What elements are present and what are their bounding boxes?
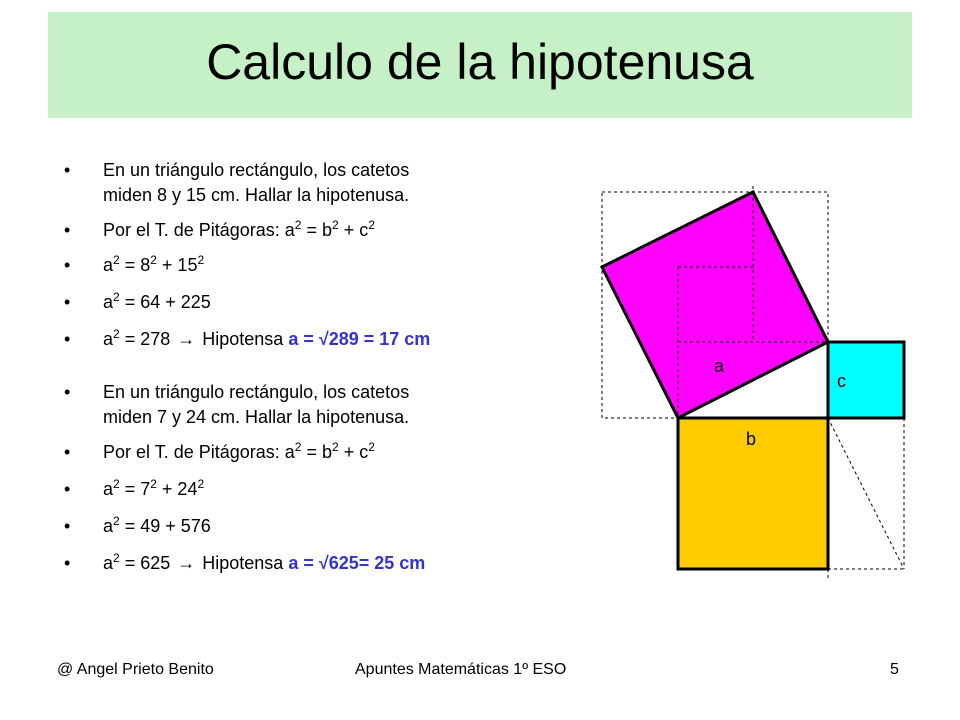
list-item-step-1a: • $a^2 = 8^2 + 15^2$ xyxy=(64,253,564,278)
list-item-step-2c: • $a^2 = 625$ → Hipotensa a = √625= 25 cm xyxy=(64,551,564,576)
list-item-theorem-2: • Por el T. de Pitágoras: $a^2 = b^2 + c^2$ xyxy=(64,440,564,465)
answer-2: a = √625= 25 cm xyxy=(288,553,426,573)
list-item-statement-2: • En un triángulo rectángulo, los catetos miden 7 y 24 cm. Hallar la hipotenusa. xyxy=(64,380,564,430)
label-a: a xyxy=(714,356,725,376)
title-band xyxy=(48,12,912,118)
list-item-step-1b: • $a^2 = 64 + 225$ xyxy=(64,290,564,315)
list-item-step-1c: • $a^2 = 278$ → Hipotensa a = √289 = 17 cm xyxy=(64,327,564,352)
arrow-icon: → xyxy=(177,329,196,349)
statement-1-line-1: En un triángulo rectángulo, los catetos xyxy=(103,160,410,180)
statement-1-line-2: miden 8 y 15 cm. Hallar la hipotenusa. xyxy=(103,185,410,205)
square-a xyxy=(602,192,828,418)
arrow-icon: → xyxy=(177,553,196,573)
footer-course: Apuntes Matemáticas 1º ESO xyxy=(355,661,567,678)
footer-page-number: 5 xyxy=(890,661,899,678)
list-item-theorem-1: • Por el T. de Pitágoras: $a^2 = b^2 + c^2$ xyxy=(64,218,564,243)
footer-author: @ Angel Prieto Benito xyxy=(57,661,214,678)
label-b: b xyxy=(746,429,757,449)
label-c: c xyxy=(837,371,846,391)
answer-1: a = √289 = 17 cm xyxy=(288,329,431,349)
slide-title: Calculo de la hipotenusa xyxy=(206,34,754,90)
list-item-step-2b: • $a^2 = 49 + 576$ xyxy=(64,514,564,539)
bullet-list xyxy=(64,158,564,576)
pythagoras-figure xyxy=(590,180,920,590)
list-item-step-2a: • $a^2 = 7^2 + 24^2$ xyxy=(64,477,564,502)
list-item-statement-1 xyxy=(64,158,564,208)
